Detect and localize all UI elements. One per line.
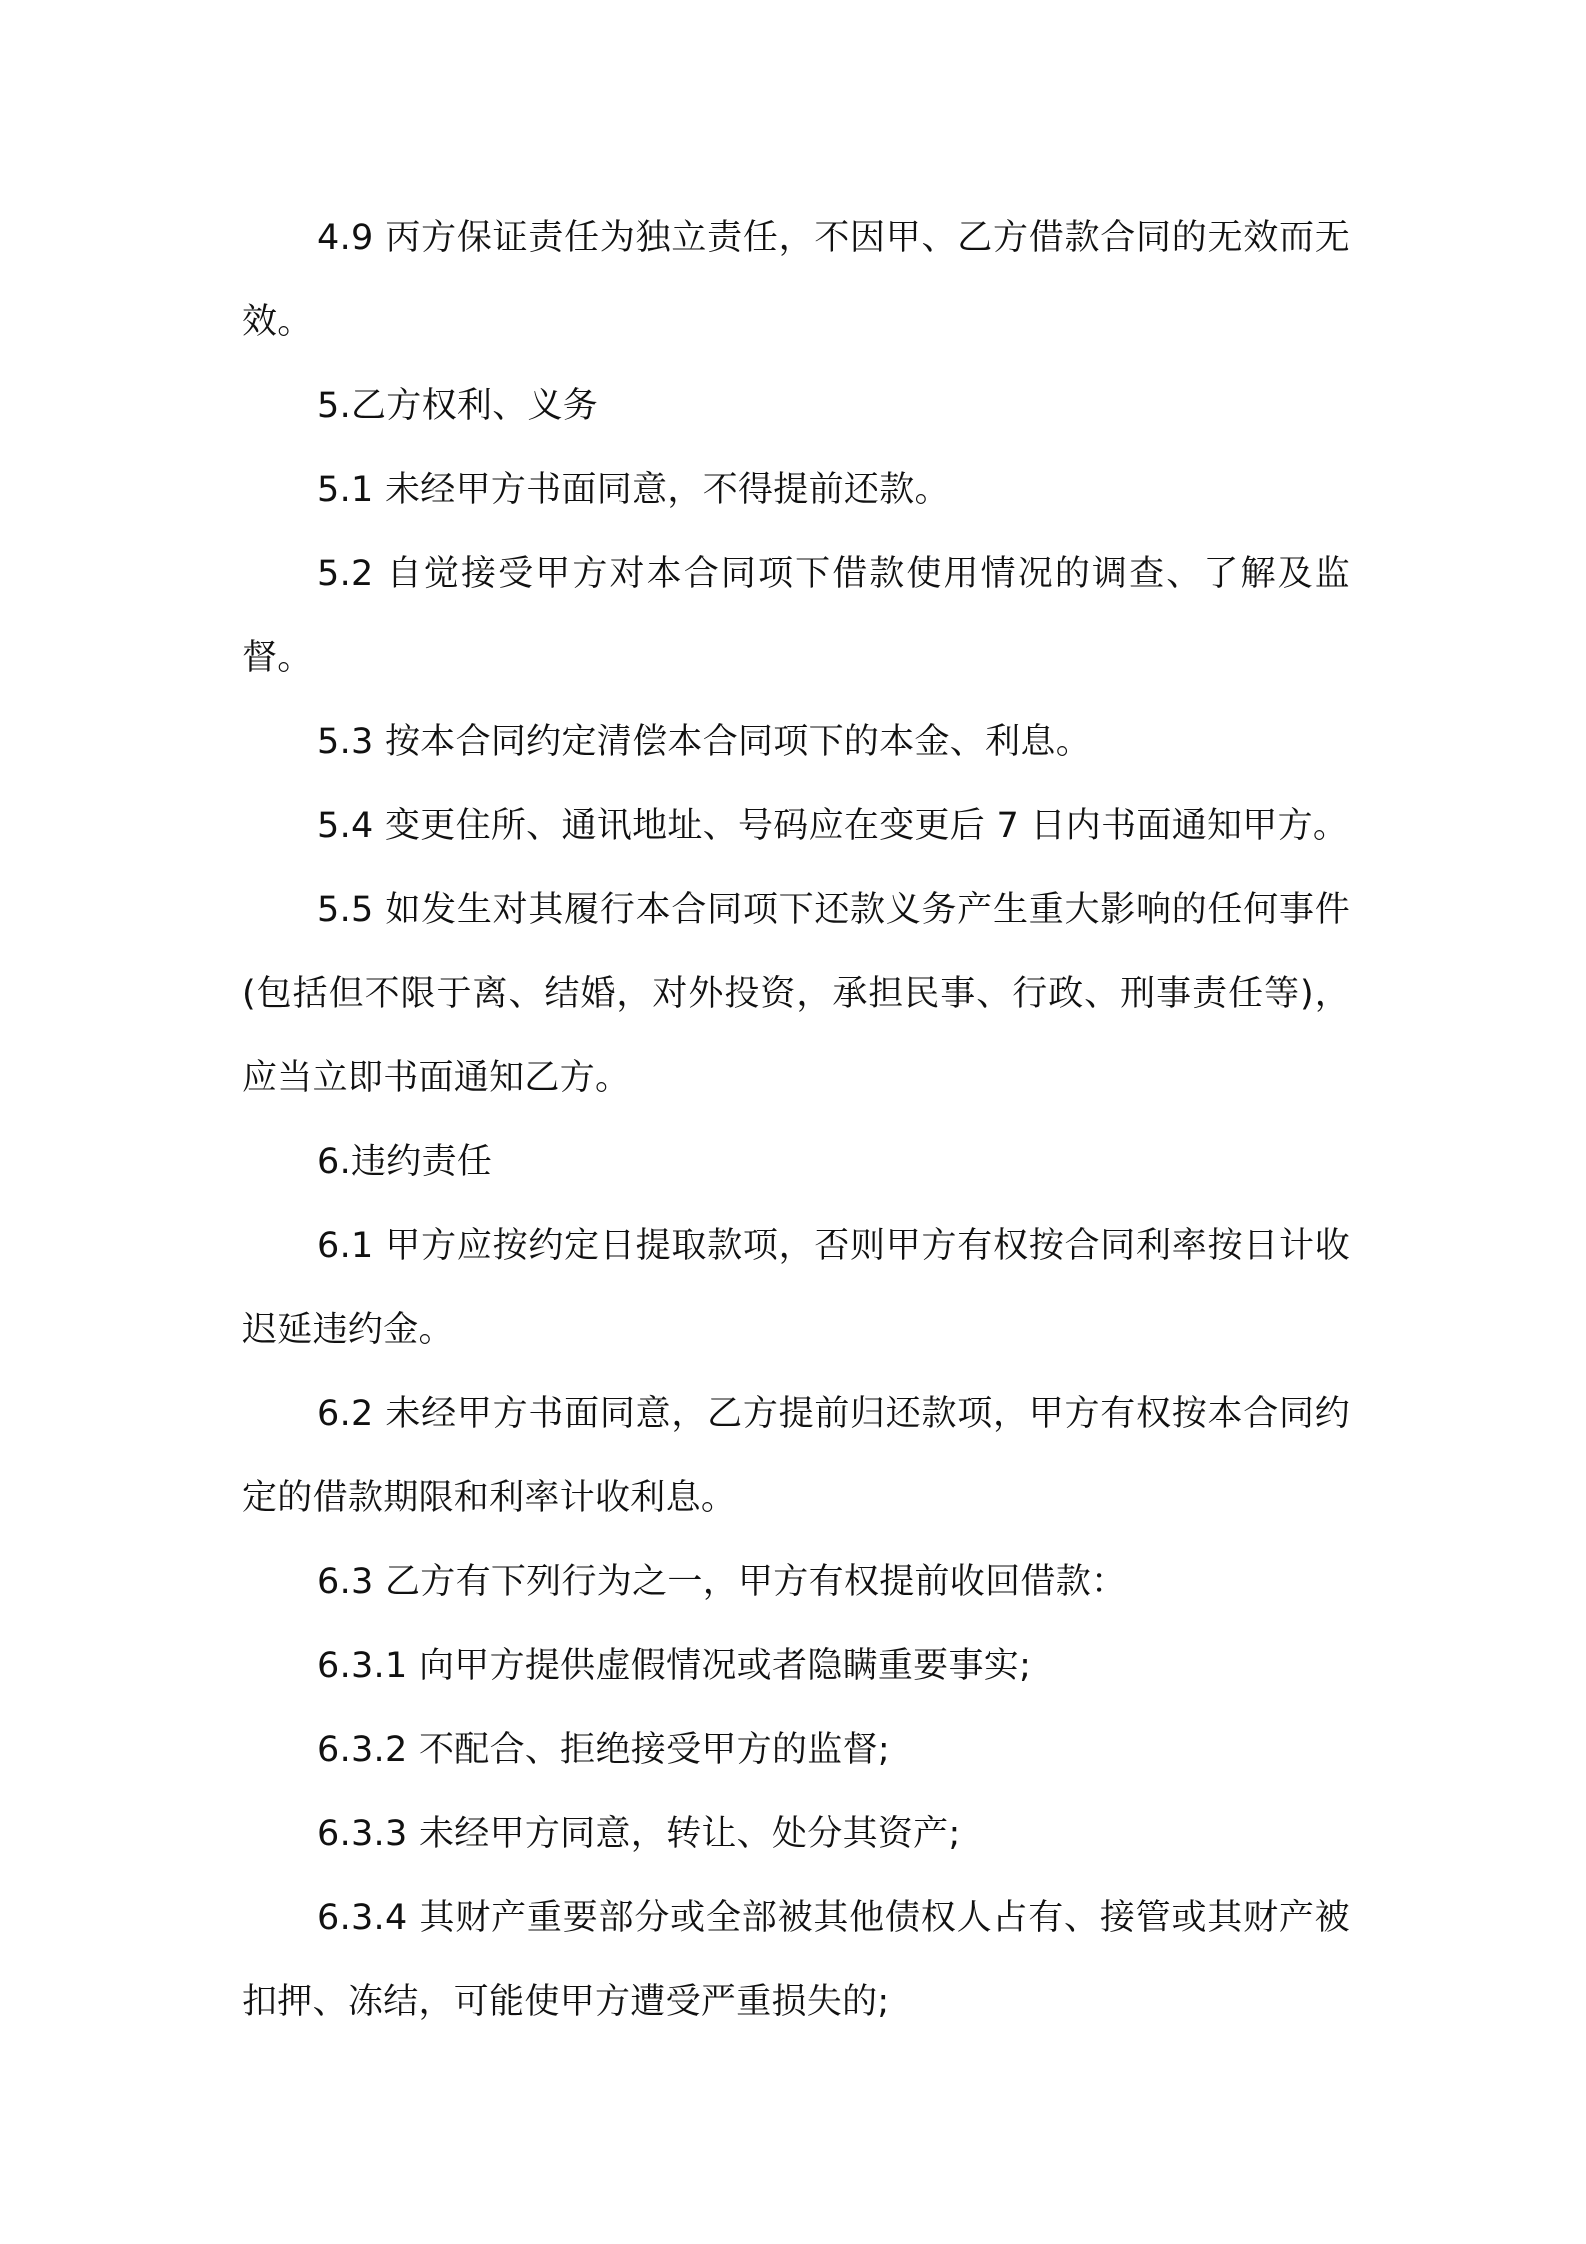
clause-6-1: 6.1 甲方应按约定日提取款项，否则甲方有权按合同利率按日计收迟延违约金。 — [242, 1226, 1350, 1350]
clause-5-2: 5.2 自觉接受甲方对本合同项下借款使用情况的调查、了解及监督。 — [242, 554, 1350, 678]
section-6-heading: 6.违约责任 — [317, 1142, 493, 1182]
document-body — [242, 196, 1350, 2044]
clause-6-3-1: 6.3.1 向甲方提供虚假情况或者隐瞒重要事实; — [317, 1646, 1032, 1686]
clause-6-3: 6.3 乙方有下列行为之一，甲方有权提前收回借款： — [317, 1562, 1127, 1602]
clause-6-3-2: 6.3.2 不配合、拒绝接受甲方的监督; — [317, 1730, 890, 1770]
clause-5-4: 5.4 变更住所、通讯地址、号码应在变更后 7 日内书面通知甲方。 — [317, 806, 1349, 846]
clause-4-9: 4.9 丙方保证责任为独立责任，不因甲、乙方借款合同的无效而无效。 — [242, 218, 1350, 342]
clause-6-3-3: 6.3.3 未经甲方同意，转让、处分其资产; — [317, 1814, 961, 1854]
clause-6-2: 6.2 未经甲方书面同意，乙方提前归还款项，甲方有权按本合同约定的借款期限和利率计收利息。 — [242, 1394, 1350, 1518]
clause-6-3-4: 6.3.4 其财产重要部分或全部被其他债权人占有、接管或其财产被扣押、冻结，可能使甲方遭受严重损失的; — [242, 1898, 1350, 2022]
clause-5-1: 5.1 未经甲方书面同意，不得提前还款。 — [317, 470, 950, 510]
clause-5-5: 5.5 如发生对其履行本合同项下还款义务产生重大影响的任何事件(包括但不限于离、结婚，对外投资，承担民事、行政、刑事责任等)，应当立即书面通知乙方。 — [242, 890, 1350, 1098]
clause-5-3: 5.3 按本合同约定清偿本合同项下的本金、利息。 — [317, 722, 1091, 762]
section-5-heading: 5.乙方权利、义务 — [317, 386, 599, 426]
